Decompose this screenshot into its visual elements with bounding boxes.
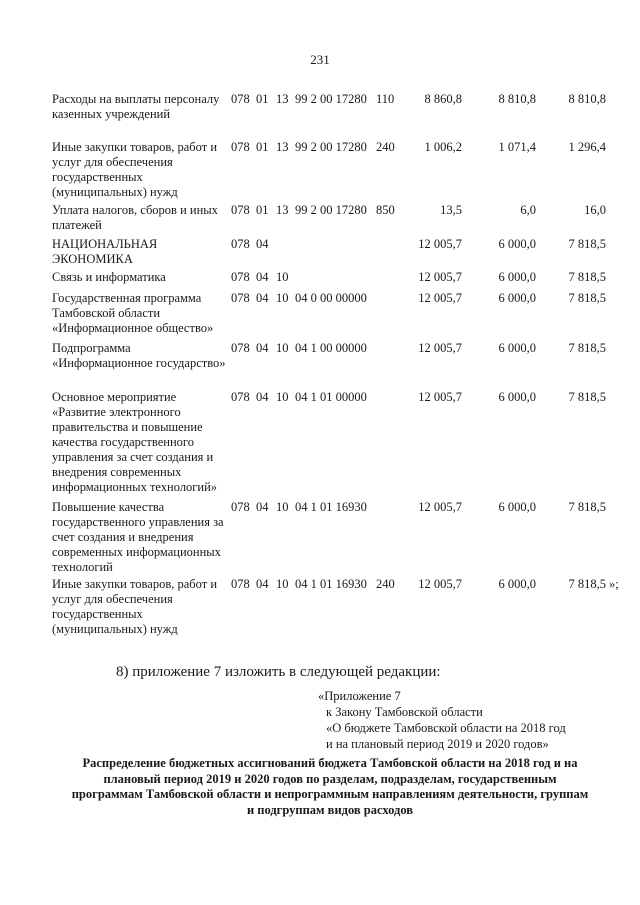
row-subsection-code: 13 xyxy=(276,203,289,217)
annex-line-2: к Закону Тамбовской области xyxy=(326,705,483,719)
row-name: Иные закупки товаров, работ и услуг для обеспечения государственных (муниципальных) нужд xyxy=(52,577,218,636)
document-title: Распределение бюджетных ассигнований бюджета Тамбовской области на 2018 год и на плановый период 2019 и 2020 годов по разделам, подразделам, государственным программам Тамбовской области и непрограммным направлениям деятельности, группам и подгруппам видов расходов xyxy=(71,756,589,817)
row-expense-type-code: 850 xyxy=(376,203,395,217)
row-value-2018: 12 005,7 xyxy=(418,291,462,305)
row-target-item-code: 04 1 01 16930 xyxy=(295,500,367,514)
row-ministry-code: 078 xyxy=(231,577,250,591)
row-value-2018: 12 005,7 xyxy=(418,237,462,251)
row-value-2018: 12 005,7 xyxy=(418,390,462,404)
row-value-2020: 7 818,5 xyxy=(568,291,606,305)
row-name: Иные закупки товаров, работ и услуг для обеспечения государственных (муниципальных) нужд xyxy=(52,140,218,199)
row-target-item-code: 04 1 01 00000 xyxy=(295,390,367,404)
row-value-2020: 1 296,4 xyxy=(568,140,606,154)
row-subsection-code: 10 xyxy=(276,390,289,404)
row-value-2020: 7 818,5 xyxy=(568,577,606,591)
row-section-code: 04 xyxy=(256,237,269,251)
row-expense-type-code: 110 xyxy=(376,92,395,106)
row-target-item-code: 04 1 01 16930 xyxy=(295,577,367,591)
row-section-code: 01 xyxy=(256,92,269,106)
row-subsection-code: 10 xyxy=(276,341,289,355)
row-value-2018: 13,5 xyxy=(440,203,462,217)
row-section-code: 04 xyxy=(256,341,269,355)
row-section-code: 04 xyxy=(256,500,269,514)
row-value-2019: 6,0 xyxy=(520,203,536,217)
row-subsection-code: 13 xyxy=(276,140,289,154)
row-value-2019: 6 000,0 xyxy=(498,577,536,591)
row-value-2019: 1 071,4 xyxy=(498,140,536,154)
row-value-2020: 7 818,5 xyxy=(568,500,606,514)
row-section-code: 04 xyxy=(256,291,269,305)
row-section-code: 04 xyxy=(256,577,269,591)
row-target-item-code: 99 2 00 17280 xyxy=(295,140,367,154)
row-expense-type-code: 240 xyxy=(376,577,395,591)
row-value-2019: 6 000,0 xyxy=(498,500,536,514)
row-ministry-code: 078 xyxy=(231,140,250,154)
row-ministry-code: 078 xyxy=(231,500,250,514)
row-ministry-code: 078 xyxy=(231,203,250,217)
row-value-2018: 8 860,8 xyxy=(424,92,462,106)
row-ministry-code: 078 xyxy=(231,92,250,106)
row-subsection-code: 10 xyxy=(276,291,289,305)
amendment-text: 8) приложение 7 изложить в следующей редакции: xyxy=(116,664,441,680)
row-name: НАЦИОНАЛЬНАЯ ЭКОНОМИКА xyxy=(52,237,158,266)
row-name: Уплата налогов, сборов и иных платежей xyxy=(52,203,218,232)
row-subsection-code: 10 xyxy=(276,500,289,514)
row-ministry-code: 078 xyxy=(231,237,250,251)
row-name: Связь и информатика xyxy=(52,270,166,284)
row-target-item-code: 99 2 00 17280 xyxy=(295,92,367,106)
page-number: 231 xyxy=(310,52,330,67)
row-value-2019: 6 000,0 xyxy=(498,291,536,305)
row-ministry-code: 078 xyxy=(231,341,250,355)
row-value-2018: 12 005,7 xyxy=(418,577,462,591)
row-section-code: 01 xyxy=(256,203,269,217)
row-subsection-code: 10 xyxy=(276,577,289,591)
row-value-2020: 16,0 xyxy=(584,203,606,217)
row-value-2020: 7 818,5 xyxy=(568,390,606,404)
row-ministry-code: 078 xyxy=(231,291,250,305)
annex-line-4: и на плановый период 2019 и 2020 годов» xyxy=(326,737,549,751)
row-subsection-code: 10 xyxy=(276,270,289,284)
row-value-2020: 7 818,5 xyxy=(568,270,606,284)
row-value-2018: 12 005,7 xyxy=(418,341,462,355)
row-section-code: 04 xyxy=(256,390,269,404)
row-value-2018: 12 005,7 xyxy=(418,270,462,284)
row-ministry-code: 078 xyxy=(231,390,250,404)
row-value-2018: 1 006,2 xyxy=(424,140,462,154)
row-value-2020: 7 818,5 xyxy=(568,237,606,251)
row-value-2019: 6 000,0 xyxy=(498,390,536,404)
row-value-2020: 7 818,5 xyxy=(568,341,606,355)
annex-line-3: «О бюджете Тамбовской области на 2018 год xyxy=(326,721,566,735)
row-section-code: 04 xyxy=(256,270,269,284)
row-value-2019: 8 810,8 xyxy=(498,92,536,106)
row-name: Расходы на выплаты персоналу казенных учреждений xyxy=(52,92,220,121)
row-target-item-code: 99 2 00 17280 xyxy=(295,203,367,217)
row-value-2019: 6 000,0 xyxy=(498,270,536,284)
row-value-2020: 8 810,8 xyxy=(568,92,606,106)
row-name: Государственная программа Тамбовской области «Информационное общество» xyxy=(52,291,214,335)
row-name: Повышение качества государственного управления за счет создания и внедрения современных информационных технологий xyxy=(52,500,224,574)
row-value-2019: 6 000,0 xyxy=(498,341,536,355)
closing-quote: »; xyxy=(609,577,619,591)
row-section-code: 01 xyxy=(256,140,269,154)
row-target-item-code: 04 0 00 00000 xyxy=(295,291,367,305)
row-name: Подпрограмма «Информационное государство» xyxy=(52,341,226,370)
row-value-2019: 6 000,0 xyxy=(498,237,536,251)
row-expense-type-code: 240 xyxy=(376,140,395,154)
annex-header xyxy=(318,688,566,752)
row-subsection-code: 13 xyxy=(276,92,289,106)
row-ministry-code: 078 xyxy=(231,270,250,284)
row-target-item-code: 04 1 00 00000 xyxy=(295,341,367,355)
row-value-2018: 12 005,7 xyxy=(418,500,462,514)
row-name: Основное мероприятие «Развитие электронного правительства и повышение качества государственного управления за счет создания и внедрения современных информационных технологий» xyxy=(52,390,218,494)
annex-line-1: «Приложение 7 xyxy=(318,689,401,703)
